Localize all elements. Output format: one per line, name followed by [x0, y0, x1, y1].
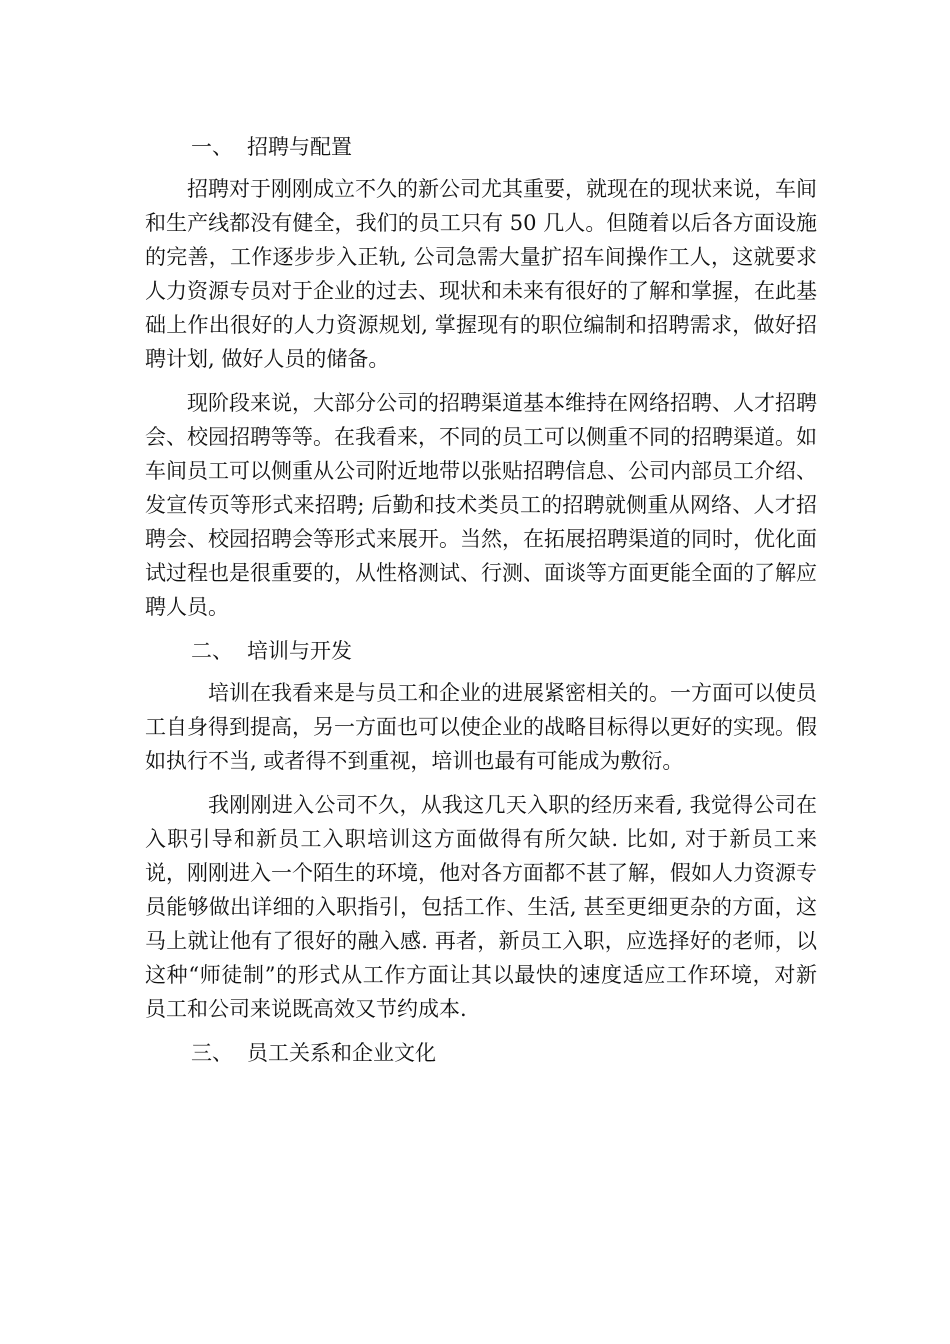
section-heading-training [145, 634, 817, 668]
section-number: 三、 [191, 1041, 233, 1065]
section-title: 培训与开发 [247, 639, 352, 663]
section-title: 员工关系和企业文化 [247, 1041, 436, 1065]
section-number: 一、 [191, 135, 233, 159]
document-body [145, 130, 817, 1070]
section-heading-employee-relations [145, 1036, 817, 1070]
section-number: 二、 [191, 639, 233, 663]
section-title: 招聘与配置 [247, 135, 352, 159]
paragraph-training-importance: 培训在我看来是与员工和企业的进展紧密相关的。一方面可以使员工自身得到提高，另一方面也可以使企业的战略目标得以更好的实现。假如执行不当, 或者得不到重视，培训也最有可能成为敷衍。 [145, 681, 817, 773]
paragraph-onboarding: 我刚刚进入公司不久，从我这几天入职的经历来看, 我觉得公司在入职引导和新员工入职培训这方面做得有所欠缺. 比如, 对于新员工来说，刚刚进入一个陌生的环境，他对各方面都不甚了解，假如人力资源专员能够做出详细的入职指引，包括工作、生活, 甚至更细更杂的方面，这马上就让他有了很好的融入感. 再者，新员工入职，应选择好的老师，以这种“师徒制”的形式从工作方面让其以最快的速度适应工作环境，对新员工和公司来说既高效又节约成本. [145, 793, 817, 1021]
paragraph-recruitment-importance: 招聘对于刚刚成立不久的新公司尤其重要，就现在的现状来说，车间和生产线都没有健全，我们的员工只有 50 几人。但随着以后各方面设施的完善，工作逐步步入正轨, 公司急需大量扩招车间操作工人，这就要求人力资源专员对于企业的过去、现状和未来有很好的了解和掌握，在此基础上作出很好的人力资源规划, 掌握现有的职位编制和招聘需求，做好招聘计划, 做好人员的储备。 [145, 177, 817, 371]
section-heading-recruitment [145, 130, 817, 164]
paragraph-recruitment-channels: 现阶段来说，大部分公司的招聘渠道基本维持在网络招聘、人才招聘会、校园招聘等等。在我看来，不同的员工可以侧重不同的招聘渠道。如车间员工可以侧重从公司附近地带以张贴招聘信息、公司内部员工介绍、发宣传页等形式来招聘; 后勤和技术类员工的招聘就侧重从网络、人才招聘会、校园招聘会等形式来展开。当然，在拓展招聘渠道的同时，优化面试过程也是很重要的，从性格测试、行测、面谈等方面更能全面的了解应聘人员。 [145, 391, 817, 619]
